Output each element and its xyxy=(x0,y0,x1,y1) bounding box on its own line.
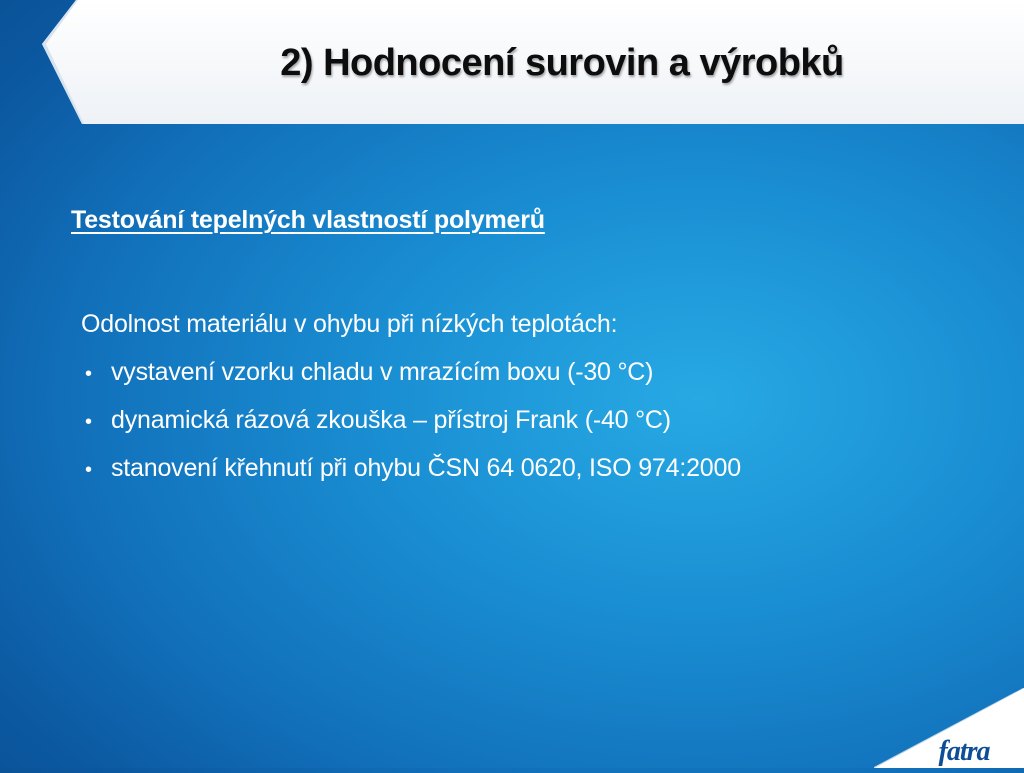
bullet-text: vystavení vzorku chladu v mrazícím boxu (-30 °C) xyxy=(111,358,654,386)
bullet-text: dynamická rázová zkouška – přístroj Frank (-40 °C) xyxy=(111,406,671,434)
bullet-dot-icon: • xyxy=(85,411,92,433)
bullet-item xyxy=(81,358,741,406)
fatra-logo-corner xyxy=(874,688,1024,768)
bullet-text: stanovení křehnutí při ohybu ČSN 64 0620, ISO 974:2000 xyxy=(111,454,741,482)
svg-text:fatra: fatra xyxy=(938,736,990,767)
bullet-dot-icon: • xyxy=(85,363,92,385)
intro-text: Odolnost materiálu v ohybu při nízkých teplotách: xyxy=(81,310,618,338)
fatra-logo-icon xyxy=(874,688,1024,768)
bullet-dot-icon: • xyxy=(85,459,92,481)
bullet-item xyxy=(81,406,741,454)
title-banner xyxy=(0,0,1024,125)
slide-title: 2) Hodnocení surovin a výrobků xyxy=(280,42,844,84)
section-subtitle: Testování tepelných vlastností polymerů xyxy=(71,206,545,234)
bullet-list xyxy=(81,358,741,502)
bullet-item xyxy=(81,454,741,502)
